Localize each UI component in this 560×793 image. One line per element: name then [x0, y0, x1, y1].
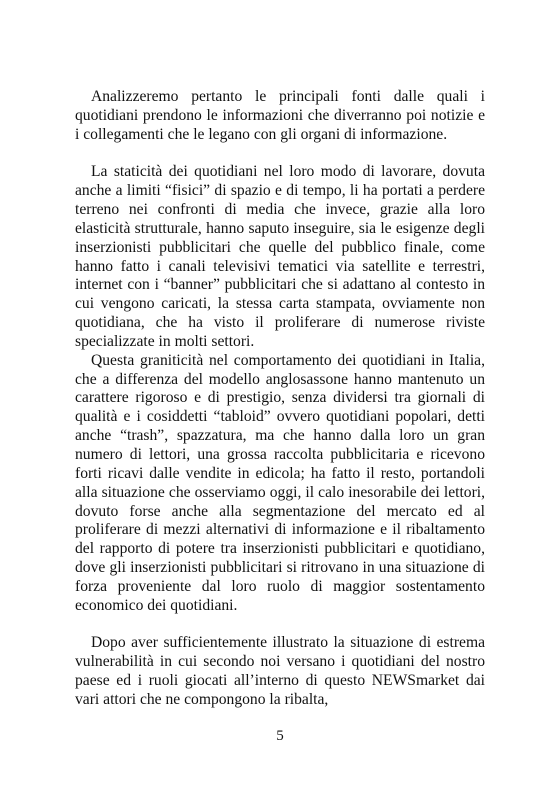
paragraph-granitic-behaviour: Questa graniticità nel comportamento dei quotidiani in Italia, che a differenza del modello anglosassone hanno mantenuto un carattere rigoroso e di prestigio, senza dividersi tra giornali di qualità e i cosiddetti “tabloid” ovvero quotidiani popolari, detti anche “trash”, spazzatura, ma che hanno dalla loro un gran numero di lettori, una grossa raccolta pubblicitaria e ricevono forti ricavi dalle vendite in edicola; ha fatto il resto, portandoli alla situazione che osserviamo oggi, il calo inesorabile dei lettori, dovuto forse anche alla segmentazione del mercato ed al proliferare di mezzi alternativi di informazione e il ribaltamento del rapporto di potere tra inserzionisti pubblicitari e quotidiano, dove gli inserzionisti pubblicitari si ritrovano in una situazione di forza proveniente dal loro ruolo di maggior sostentamento economico dei quotidiani. — [75, 351, 485, 614]
page-number: 5 — [276, 728, 284, 744]
page-body — [75, 88, 485, 710]
paragraph-sources-intro: Analizzeremo pertanto le principali fonti dalle quali i quotidiani prendono le informazioni che diverranno poi notizie e i collegamenti che le legano con gli organi di informazione. — [75, 88, 485, 143]
paragraph-newsmarket: Dopo aver sufficientemente illustrato la situazione di estrema vulnerabilità in cui secondo noi versano i quotidiani del nostro paese ed i ruoli giocati all’interno di questo NEWSmarket dai vari attori che ne compongono la ribalta, — [75, 634, 485, 708]
paragraph-static-newspapers: La staticità dei quotidiani nel loro modo di lavorare, dovuta anche a limiti “fisici” di spazio e di tempo, li ha portati a perdere terreno nei confronti di media che invece, grazie alla loro elasticità strutturale, hanno saputo inseguire, sia le esigenze degli inserzionisti pubblicitari che quelle del pubblico finale, come hanno fatto i canali televisivi tematici via satellite e terrestri, internet con i “banner” pubblicitari che si adattano al contesto in cui vengono caricati, la stessa carta stampata, ovviamente non quotidiana, che ha visto il proliferare di numerose riviste specializzate in molti settori. — [75, 163, 485, 350]
